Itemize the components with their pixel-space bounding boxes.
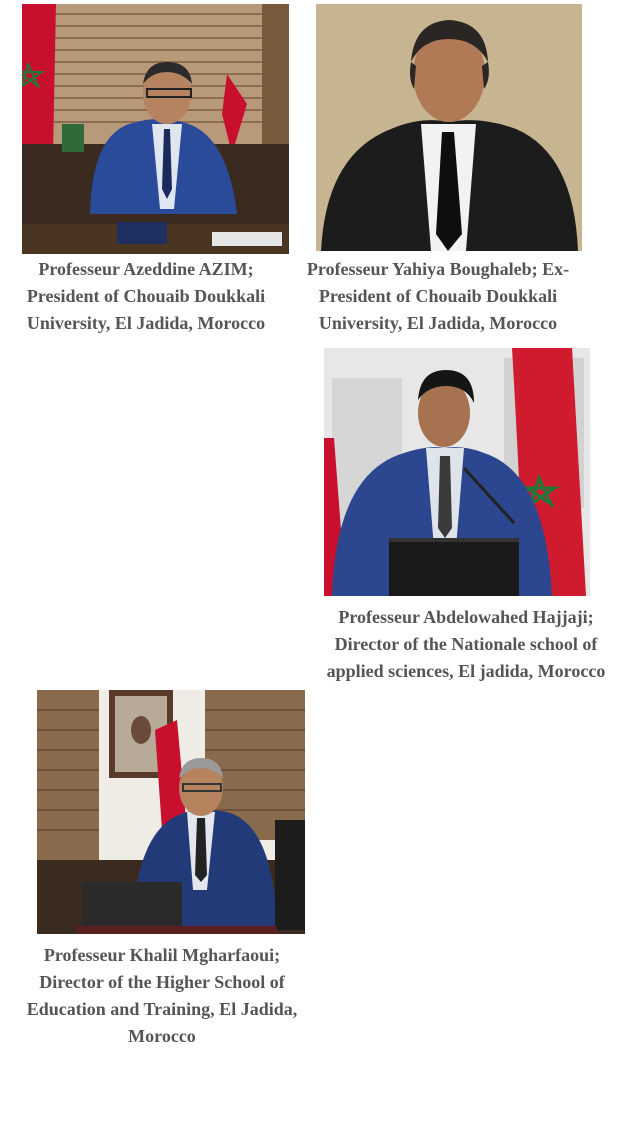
caption-line: Director of the Higher School of [39,972,285,992]
caption-abdelowahed-hajjaji [296,604,636,685]
photo-yahiya-boughaleb [316,4,582,251]
caption-line: President of Chouaib Doukkali [26,286,266,306]
caption-line: University, El Jadida, Morocco [318,313,558,333]
caption-line: Director of the Nationale school of [334,634,598,654]
caption-azeddine-azim [0,256,292,337]
caption-line: President of Chouaib Doukkali [318,286,558,306]
caption-yahiya-boughaleb [282,256,594,337]
photo-khalil-mgharfaoui [37,690,305,934]
caption-line: Professeur Khalil Mgharfaoui; [43,945,281,965]
caption-line: Education and Training, El Jadida, [26,999,298,1019]
caption-line: applied sciences, El jadida, Morocco [326,661,606,681]
caption-line: Professeur Azeddine AZIM; [38,259,254,279]
photo-abdelowahed-hajjaji [324,348,590,596]
caption-line: Professeur Yahiya Boughaleb; Ex- [306,259,570,279]
caption-khalil-mgharfaoui [0,942,324,1050]
caption-line: Morocco [128,1026,196,1046]
photo-azeddine-azim [22,4,289,254]
caption-line: Professeur Abdelowahed Hajjaji; [338,607,594,627]
caption-line: University, El Jadida, Morocco [26,313,266,333]
